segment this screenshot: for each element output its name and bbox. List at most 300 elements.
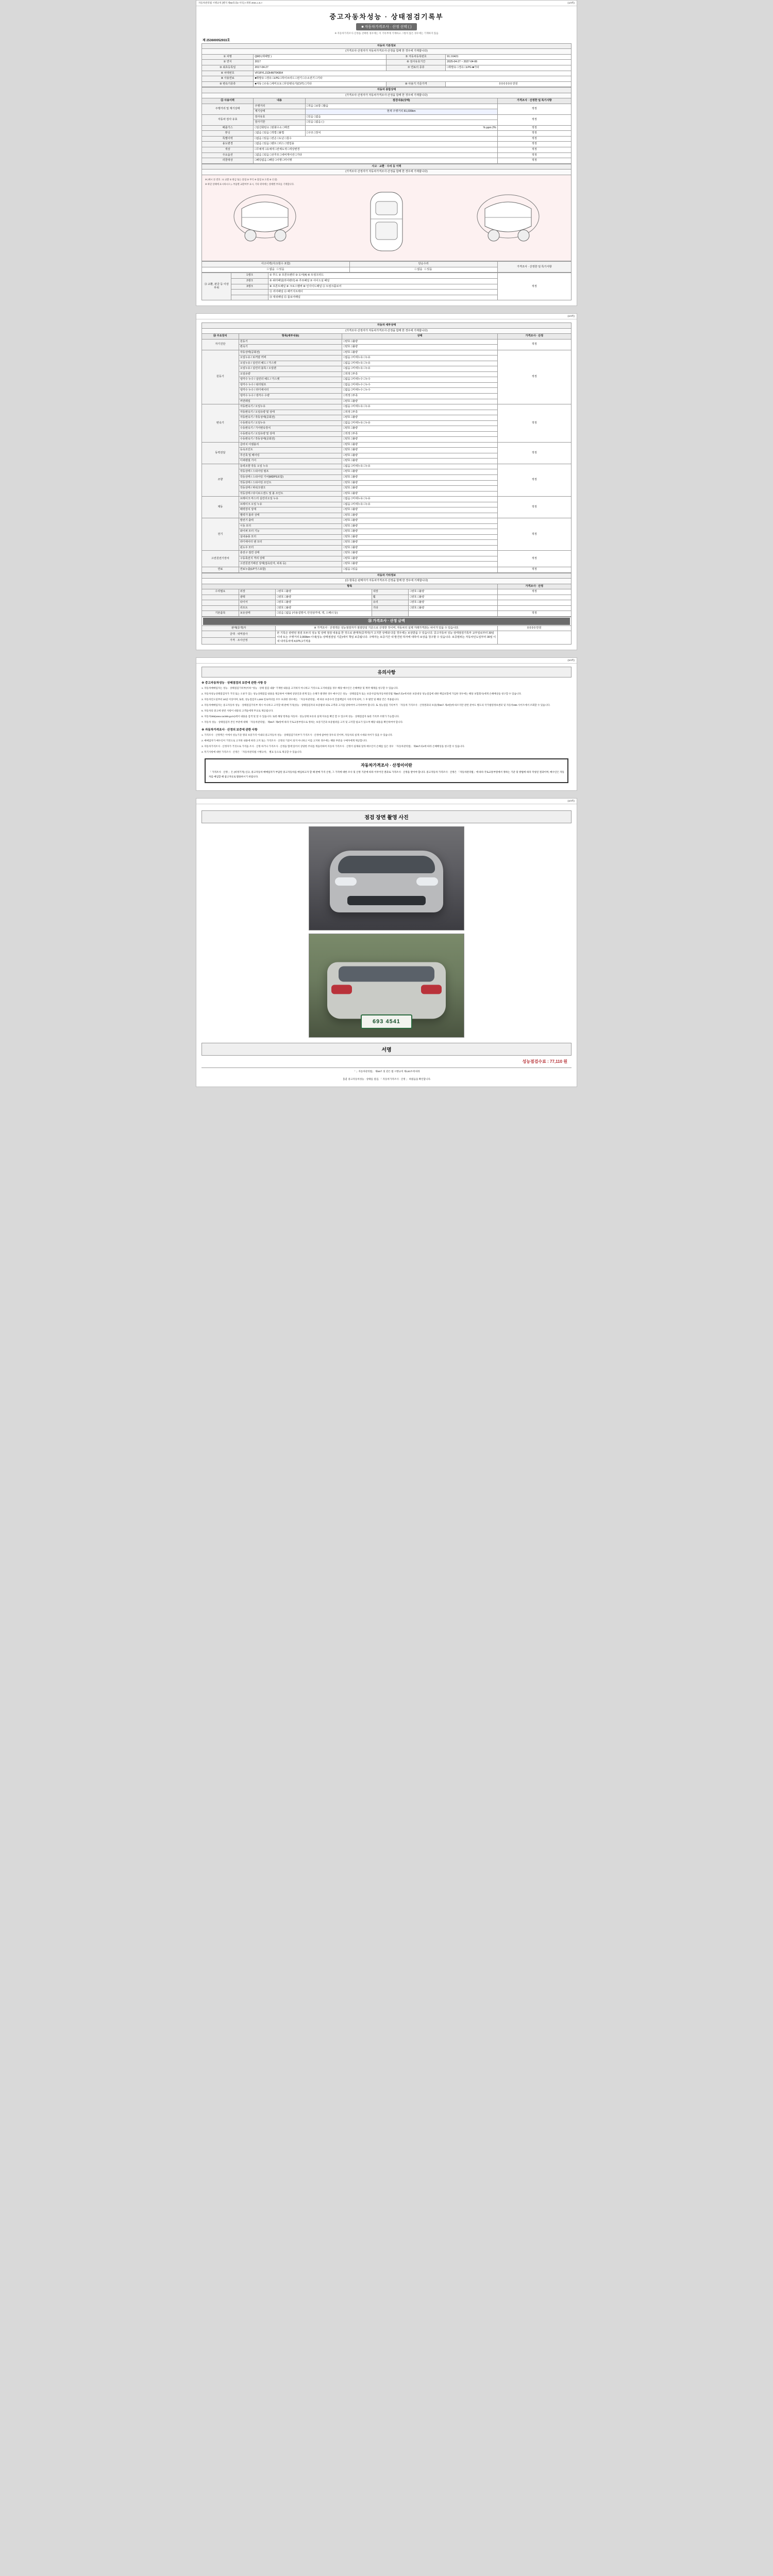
fee-line [201,1058,572,1065]
notice-item-0: 1. 자동차매매업자는 성능 · 상태점검기록부(이하 "성능 · 상태 점검 내용" 기재한 내용을 고지하지 아니하고 거짓으로 고지하였을 경우 해당 매수인은 손해배상 및 계약 해제를 청구할 수 있습니다. [201,687,399,690]
detail-options-5-0[interactable]: □없음 □미세누유 □누유 [342,497,497,502]
table-row [202,54,572,60]
parts-rank-4 [231,295,268,300]
parts-items-3: ⑫ 리어패널 ⑬ 패키지트레이 [268,290,498,295]
detail-group-8: 연료 [202,567,239,573]
overall-right-5: 적정 [497,131,571,137]
detail-options-2-3[interactable]: □없음 □미세누유 □누유 [342,420,497,426]
overall-item-1: 계기상태 [254,109,305,115]
value-plate: 91고6421 [446,54,572,60]
accident-sub-mid: 단순수리 [349,262,497,267]
label-vin: ④ 차대번호 [202,71,254,76]
detail-options-4-4[interactable]: □양호 □불량 [342,486,497,492]
notice-list-2 [201,733,572,754]
overall-cat-mileage: 주행거리 및 계기상태 [202,104,254,114]
detail-options-4-0[interactable]: □없음 □미세누유 □누유 [342,464,497,469]
detail-item-6-2: 와이퍼 모터 기능 [239,529,342,535]
table-row [202,104,572,109]
detail-options-5-2[interactable]: □양호 □불량 [342,507,497,513]
accident-parts-table [201,273,572,300]
detail-right-8: 적정 [497,567,571,573]
value-year: 2017 [254,60,386,65]
detail-group-6: 전기 [202,518,239,551]
document-page [0,0,773,1087]
value-fuel-used: ■휘발유 □경유 □LPG □하이브리드 □전기 □수소전기 □기타 [254,76,572,82]
others-opt2-3[interactable]: □양호 □불량 [409,605,497,611]
detail-right-3: 적정 [497,442,571,464]
table-row [202,600,572,606]
detail-options-3-2[interactable]: □양호 □불량 [342,453,497,459]
car-diagram-row [205,188,568,258]
detail-item-4-1: 작동상태 / 스티어링 펌프 [239,469,342,475]
value-first-registration: 2017-04-27 [254,65,386,71]
detail-group-7: 고전원전기장치 [202,551,239,567]
overall-right-9: 적정 [497,152,571,158]
detail-options-6-4[interactable]: □양호 □불량 [342,540,497,546]
detail-options-1-7[interactable]: □없음 □미세누수 □누수 [342,388,497,394]
label-fuel-used: ⑧ 사용연료 [202,76,254,82]
table-row [202,567,572,573]
others-right-2 [497,600,571,606]
overall-content-6[interactable]: □없음 □있음 □전손 □도난 □침수 [254,136,497,142]
table-row [202,442,572,448]
label-carname: ① 차명 [202,54,254,60]
overall-cat-tuning: 튜닝 [202,131,254,137]
detail-item-1-4: 오일유량 [239,371,342,377]
overall-item-3: 검사기한 [254,120,305,126]
signature-header: 서명 [201,1043,572,1056]
accident-section-title: 사고 · 교환 · 수리 등 이력 [202,164,572,170]
detail-options-6-0[interactable]: □양호 □불량 [342,518,497,524]
label-inspection-period: ⑥ 검사유효기간 [386,60,446,65]
overall-content-7[interactable]: □없음 □있음 □렌트 □리스 □영업용 [254,142,497,147]
price-left-label-1: 판매(중개)자 [202,625,276,631]
detail-item-6-3: 실내송풍 모터 [239,534,342,540]
sheet-2-topbar [196,314,577,319]
others-opt2-4[interactable] [409,611,497,617]
others-col-0: 항목 [202,584,498,589]
table-row [202,611,572,617]
notice-list-1 [201,686,572,724]
table-row [202,142,572,147]
accident-right-value: 적정 [497,273,571,300]
detail-item-6-5: 윈도우 모터 [239,545,342,551]
sheet-1-topbar [196,1,577,6]
detail-item-1-0: 작동상태(공회전) [239,350,342,355]
others-cat-2 [202,600,239,606]
others-item1-2: 타이어 [239,600,276,606]
detail-right-0: 적정 [497,339,571,350]
others-opt2-1[interactable]: □양호 □불량 [409,595,497,600]
parts-rank-0: 1랭크 [231,273,268,279]
table-row [202,464,572,469]
document-subtitle: ■ 자동차가격조사 · 산정 선택 ( ) [356,23,416,30]
sheet-2 [196,313,577,650]
table-row [202,262,572,267]
sheet-3 [196,657,577,791]
others-right-3 [497,605,571,611]
value-carname: QM3 (에쎄딸 ) [254,54,386,60]
detail-options-1-6[interactable]: □없음 □미세누수 □누수 [342,382,497,388]
others-opt1-4[interactable]: □있음 □없음 (사용설명서, 안전삼각대, 잭, 스패너 등) [276,611,372,617]
car-top-icon [348,188,425,255]
detail-item-7-0: 충전구 절연 상태 [239,551,342,556]
damage-diagram [201,175,572,262]
overall-content-5[interactable]: □없음 □있음 □적법 □불법 [254,131,305,137]
table-row [202,114,572,120]
detail-item-6-1: 시동 모터 [239,523,342,529]
detail-options-2-1[interactable]: □적정 □부족 [342,410,497,415]
notice-price-item-2: 3. 자동차가격조사 · 산정자가 거짓으로 가격을 조사 · 산정 하거나 가격조사 · 산정을 함에 있어서 상당한 주의를 게을리하여 자동차 가격조사 · 산정이 실제와 달라 매수인이 손해를 입은 경우 「자동차관리법」 제58조의4에 따라 손해배상을 청구할 수 있습니다. [201,745,465,748]
notice-section [196,664,577,790]
detail-group-4: 조향 [202,464,239,496]
detail-item-3-2: 추진축 및 베어링 [239,453,342,459]
table-header-row [202,334,572,340]
parts-items-0: ① 후드 ② 프론트펜더 ③ 도어(4) ④ 트렁크리드 [268,273,498,279]
others-cat-0: 수리필요 [202,589,239,595]
sheet-3-topbar-left [198,659,199,662]
sheet-4-page-number: (4/4쪽) [567,799,575,802]
notice-item-5: 6. 자동차365(www.car365.go.kr)에서 내용을 검색 및 알 수 있습니다. 또한 해당 항목을 자동차 · 성능상태 보유의 실제 자료를 확인 할 수 있으며 성능 · 상태점검자 또한 기록부 조회가 가능합니다. [201,715,400,718]
detail-options-4-2[interactable]: □양호 □불량 [342,474,497,480]
detail-item-1-6: 냉각수 누수 / 워터펌프 [239,382,342,388]
detail-options-2-6[interactable]: □양호 □불량 [342,437,497,443]
detail-col-2: 상태 [342,334,497,340]
detail-options-3-0[interactable]: □양호 □불량 [342,442,497,448]
detail-group-3: 동력전달 [202,442,239,464]
detail-options-6-5[interactable]: □양호 □불량 [342,545,497,551]
sheet-4-topbar-left [198,800,199,803]
overall-cat-options: 주요옵션 [202,152,254,158]
detail-item-1-5: 냉각수 누수 / 실린더 헤드 / 가스켓 [239,377,342,383]
detail-right-1: 적정 [497,350,571,404]
detail-item-3-0: 클러치 어셈블리 [239,442,342,448]
detail-item-4-4: 작동상태 / 파워크랭크 [239,486,342,492]
sheet-1 [196,0,577,306]
accident-sub-left-value[interactable]: □ 없음 □ 있음 [202,267,350,273]
overall-right-7: 적정 [497,142,571,147]
overall-content-5b[interactable]: □구조 □장치 [305,131,497,137]
photo-front [309,826,464,930]
notice-price-item-1: 2. 매매업자가 매수인이 거짓으로 고지한 내용에 따라 고지 또는 가격조사 · 산정의 기준이 되지 아니하고 이를 고지한 경우에는 해당 부분을 구매자에게 제공합니다. [201,739,367,742]
detail-options-5-1[interactable]: □없음 □미세누유 □누유 [342,502,497,507]
price-amount-blank [497,631,571,645]
price-left-label-3: 가격 · 조사산정 [202,638,276,645]
others-right-1 [497,595,571,600]
detail-item-4-0: 동력조향 작동 오일 누유 [239,464,342,469]
detail-options-7-1[interactable]: □양호 □불량 [342,556,497,562]
basic-info-table [201,43,572,87]
overall-cat-color: 색상 [202,147,254,152]
overall-cat-emission: 배출가스 [202,125,254,131]
table-row [202,136,572,142]
detail-group-2: 변속기 [202,404,239,443]
detail-options-3-3[interactable]: □양호 □불량 [342,459,497,464]
sheet-2-page-number: (2/4쪽) [567,315,575,318]
price-note: ※ 가격조사 · 산정액은 성능점검자가 점검당일 기준으로 산정한 것이며, 자동차의 실제 거래가격과는 차이가 있을 수 있습니다. [276,625,497,631]
others-right-4: 적정 [497,611,571,617]
detail-options-8-0[interactable]: □없음 □있음 [342,567,497,573]
headlight-right [416,877,438,886]
detail-item-1-7: 냉각수 누수 / 라디에이터 [239,388,342,394]
label-standard-price: ⑩ 사용기 기준가격 [386,81,446,87]
detail-options-3-1[interactable]: □양호 □불량 [342,448,497,453]
parts-rank-2: 3랭크 [231,284,268,290]
diagram-legend-1: ※ (예시 ⑫ 번호 : ① 교환 ② 판금 또는 용접 ③ 부식 ④ 흠집 ⑤ 요철 ⑥ 손상) [205,178,277,181]
detail-options-6-3[interactable]: □양호 □불량 [342,534,497,540]
detail-item-3-3: 디퍼렌셜 기어 [239,459,342,464]
label-first-registration: ③ 최초등록일 [202,65,254,71]
others-item2-0: 내장 [372,589,409,595]
others-opt1-2[interactable]: □양호 □불량 [276,600,372,606]
detail-options-1-3[interactable]: □없음 □미세누유 □누유 [342,366,497,372]
overall-right-8: 적정 [497,147,571,152]
detail-options-0-0[interactable]: □양호 □불량 [342,339,497,345]
value-standard-price: 0 0 0 0 0 0 만원 [446,81,572,87]
detail-options-7-0[interactable]: □양호 □불량 [342,551,497,556]
car-side-right-icon [469,188,547,245]
detail-col-1: 항목(세부내용) [239,334,342,340]
table-row [202,158,572,164]
table-row [202,60,572,65]
notice-item-1: 2. 자동차성능상태점검자가 거짓 또는 오류가 있는 성능상태점검 내용을 제공하여 이해에 상당인과 관계 있는 손해가 발생한 경우 매수인은 성능 · 상태점검자 또는 보증사업자(자동차관리법 제58조의4에 따른 보증대상 성능점검에 대한 책임보험에 가입한 경우에는 해당 보험회사)에게 손해배상을 청구할 수 있습니다. [201,692,522,696]
detail-right-2: 적정 [497,404,571,443]
table-header-row [202,584,572,589]
notice-item-3: 4. 자동차매매업자는 중고자동차 성능 · 상태점검기록부 제시 아니하고 고지할 때 판매 가격(성능 · 상태점검자의 보증범위 외로 고객과 고지를 당하여야 고지하여야 합니다. 또 성능점검 기록부가 「자동차 가격조사 · 산정결과의 보증(제58조 제4항)에 따르지만 관련 분야도 별도의 국가법령정보센터 및 자동차365 사이트에서 조회할 수 있습니다. [201,704,550,707]
others-opt1-0[interactable]: □양호 □불량 [276,589,372,595]
table-row [202,76,572,82]
parts-items-4: ⑭ 대쉬패널 ⑮ 플로어패널 [268,295,498,300]
table-row [202,631,572,638]
others-item1-1: 광택 [239,595,276,600]
detail-item-5-0: 브레이크 마스터 실린더오일 누유 [239,497,342,502]
accident-section-note: (가격조사·산정자가 자동차가격조사·산정을 함께 한 경우에 기재합니다) [202,170,572,175]
sheet-4 [196,798,577,1087]
detail-options-1-2[interactable]: □없음 □미세누유 □누유 [342,361,497,366]
detail-item-1-8: 냉각수 누수 / 냉각수 수량 [239,394,342,399]
detail-group-0: 자기진단 [202,339,239,350]
car-diagram-left [205,188,325,247]
table-header-row [202,98,572,104]
detail-right-6: 적정 [497,518,571,551]
table-row [202,551,572,556]
detail-options-1-5[interactable]: □없음 □미세누수 □누수 [342,377,497,383]
footer-note-2: 【1】중고자동차성능 · 상태를 점검, 「 자동차가격조사 · 산정 」 하였음을 확인합니다. [342,1077,431,1080]
detail-options-2-4[interactable]: □양호 □불량 [342,426,497,432]
label-fuel-type: ⑦ 연료의 종류 [386,65,446,71]
detail-item-7-2: 고전원전기배선 상태(접속단자, 피복 등) [239,562,342,567]
value-fuel-type: □휘발유 □경유 □LPG ■기타 [446,65,572,71]
overall-section-title: 자동차 종합상태 [202,88,572,93]
others-right-0: 적정 [497,589,571,595]
overall-content-0[interactable]: □적음 □보통 □많음 [305,104,497,109]
detail-item-8-0: 연료누출(LP가스포함) [239,567,342,573]
parts-header: ⑬ 교환, 판금 등 이상 부위 [202,273,231,300]
fee-value: 77,110 원 [550,1059,567,1064]
others-opt2-0[interactable]: □양호 □불량 [409,589,497,595]
docno-label: 제 [203,39,207,42]
overall-content-1-mileage: 현재 주행거리 81,039km [305,109,497,115]
overall-content-3[interactable]: □있음 □없음 ( ) [305,120,497,126]
form-reference: 자동차관리법 시행규칙 [별지 제82호의2 서식] <개정 2021.1.5.> [198,2,263,4]
table-row [202,518,572,524]
sheet-2-topbar-left [198,315,199,318]
document-title: 중고자동차성능 · 상태점검기록부 [329,13,444,21]
others-item1-3: 리프트 [239,605,276,611]
detail-item-0-1: 변속기 [239,345,342,350]
declaration-body: 「 가격조사 · 산정 」은 (비정기적) 신규, 중고자동차 매매업자가 부담된 중고자동차를 매입하고자 할 때 판매 가격 산정, 그 가격에 대한 조사 및 산정 기준에 따라 이루어진 결과로 가격조사 · 산정을 받아야 합니다. 중고자동차 가격조사 · 산정은 「자동차관리법」에 따라 국토교통부령에서 정하는 기준 및 방법에 따라 작성된 결과이며, 매수인은 자동차를 매입할 때 참고자료로 활용하시기 바랍니다. [209,771,564,778]
others-opt2-2[interactable]: □양호 □불량 [409,600,497,606]
value-inspection-period: 2025-04-27 ~ 2027-04-06 [446,60,572,65]
detail-item-5-1: 브레이크 오일 누유 [239,502,342,507]
detail-options-4-5[interactable]: □양호 □불량 [342,491,497,497]
price-table [201,617,572,645]
table-row [202,125,572,131]
table-row [202,71,572,76]
others-item2-3: 기타 [372,605,409,611]
others-item1-0: 외장 [239,589,276,595]
overall-content-4[interactable]: □일산화탄소 □탄화수소 □매연 [254,125,305,131]
declaration-title: 자동차가격조사 · 산정이이란 [361,763,412,768]
others-col-3: 가격조사 · 산정 [497,584,571,589]
detail-options-6-2[interactable]: □양호 □불량 [342,529,497,535]
accident-right-label: 가격조사 · 산정한 일 특기사항 [497,262,571,273]
table-row [202,404,572,410]
detail-item-4-2: 작동상태 / 스티어링 기어(MDPS포함) [239,474,342,480]
overall-right-2: 적정 [497,114,571,125]
detail-options-5-3[interactable]: □양호 □불량 [342,513,497,518]
price-body-text: 본 기록은 관련된 점검 모두의 성능 및 상태 점검 내용을 한 것으로 판매자(중개자)가 고지한 상태와 다를 경우에는 보상받을 수 있습니다. 중고자동차 성능·상태점검기록부 교부일로부터 30일 이내 또는 주행거리 2,000km 이내(성능·상태점검일 기준)에서 책임 보증됩니다. 구매자는 보증기간 내 발견된 하자에 대하여 보상을 청구할 수 있습니다. 보증범위는 자동차인도일부터 30일 이내 내자동차에 4,075,1기적용 [276,631,497,645]
detail-item-2-5: 수동변속기 / 오일유량 및 상태 [239,431,342,437]
detail-item-6-0: 발전기 출력 [239,518,342,524]
others-item2-1: 휠 [372,595,409,600]
price-amount: 0 0 0 0 만원 [497,625,571,631]
notice-item-2: 3. 자동차인도일부터 30일 이상이며, 또한, 성능점검자 1,000 킬로미터를 모두 초과한 경우에는 「자동차관리법」에 따른 보증수리 간접책임이 사라지게 되며, 그 후 발견 및 해당 건은 적용됩니다. [201,698,399,701]
detail-options-1-1[interactable]: □없음 □미세누유 □누유 [342,355,497,361]
photo-rear [309,934,464,1038]
car-side-left-icon [226,188,304,245]
table-row [202,147,572,152]
label-plate: ⑤ 자동차등록번호 [386,54,446,60]
detail-options-2-2[interactable]: □양호 □불량 [342,415,497,421]
others-item2-2: 유리 [372,600,409,606]
detail-options-4-1[interactable]: □양호 □불량 [342,469,497,475]
accident-header-table [201,164,572,175]
overall-content-4b: % ppm 2% [305,125,497,131]
overall-col-3: 가격조사 · 산정한 일 특기사항 [497,98,571,104]
detail-item-2-3: 수동변속기 / 오일누유 [239,420,342,426]
detail-col-0: ⑭ 주요장치 [202,334,239,340]
table-row [202,81,572,87]
notice-heading-2: ※ 자동차가격조사 · 산정의 보증에 관한 사항 [201,728,258,732]
headlight-left [335,877,357,886]
detail-item-2-6: 수동변속기 / 작동상태(공회전) [239,437,342,443]
taillight-right [421,985,442,994]
detail-group-5: 제동 [202,497,239,518]
table-row [202,273,572,279]
value-vin: VF1RYLJ1DHW704364 [254,71,572,76]
detail-options-1-8[interactable]: □적정 □부족 [342,394,497,399]
detail-item-2-4: 수동변속기 / 기어변속장치 [239,426,342,432]
car-diagram-center [327,188,446,258]
basic-section-title: 자동차 기본정보 [202,43,572,49]
detail-right-7: 적정 [497,551,571,567]
detail-options-2-5[interactable]: □적정 □부족 [342,431,497,437]
detail-item-0-0: 원동기 [239,339,342,345]
accident-sub-mid-value[interactable]: □ 없음 □ 있음 [349,267,497,273]
others-table [201,573,572,617]
detail-table-body [202,339,572,572]
detail-item-4-5: 작동상태 / 타이로드엔드 및 볼 조인트 [239,491,342,497]
sheet-3-page-number: (3/4쪽) [567,659,575,662]
notice-item-4: 5. 자동차의 중고에 관련 사항이 대중의 고객들에게 무료로 제공됩니다. [201,709,274,713]
others-cat-1 [202,595,239,600]
sheet-4-topbar [196,799,577,804]
overall-col-2: 점검내용(상태) [305,98,497,104]
detail-options-6-1[interactable]: □양호 □불량 [342,523,497,529]
notice-title: 유의사항 [201,667,572,677]
others-opt1-3[interactable]: □양호 □불량 [276,605,372,611]
detail-item-5-2: 배력장치 상태 [239,507,342,513]
basic-section-note: (가격조사·산정자가 자동차가격조사·산정을 함께 한 경우에 기재합니다) [202,49,572,55]
detail-options-1-0[interactable]: □양호 □불량 [342,350,497,355]
overall-cat-recall: 리콜대상 [202,158,254,164]
detail-item-3-1: 등속조인트 [239,448,342,453]
overall-content-2[interactable]: □있음 □없음 [305,114,497,120]
diagram-legend-2: ※ 하단 상태에 표시하시오 ▷ 부품별 교환여부 표시, 기타 위치에는 상태별 부호를 기재합니다. [205,182,295,185]
detail-options-1-9[interactable]: □양호 □불량 [342,399,497,404]
overall-cat-inspection: 자동차 검사 유효 [202,114,254,125]
overall-item-0: 주행거리 [254,104,305,109]
table-row [202,350,572,355]
others-table-body [202,589,572,617]
overall-content-10[interactable]: □해당없음 □해당 □이행 □미이행 [254,158,497,164]
accident-sub-left: 사고이력(사고/침수 포함) [202,262,350,267]
parts-items-1: ⑤ 쿼터패널(리어펜더) ⑥ 루프패널 ⑦ 사이드실 패널 [268,278,498,284]
detail-section-note: (가격조사·산정자가 자동차가격조사·산정을 함께 한 경우에 기재합니다) [202,328,572,334]
overall-section-note: (가격조사·산정자가 자동차가격조사·산정을 함께 한 경우에 기재합니다) [202,93,572,98]
detail-options-2-0[interactable]: □없음 □미세누유 □누유 [342,404,497,410]
detail-item-7-1: 구동축전지 격리 상태 [239,556,342,562]
notice-price-item-3: 4. 특기사항에 대한 가격조사 · 산정은 「자동차관리법 시행규칙」 별표 등으로 제공할 수 있습니다. [201,751,303,754]
detail-options-0-1[interactable]: □양호 □불량 [342,345,497,350]
overall-content-9[interactable]: □없음 □있음 □선루프 □내비게이션 □기타 [254,152,497,158]
license-plate: 693 4541 [361,1014,412,1029]
detail-status-table [201,323,572,572]
overall-right-0: 적정 [497,104,571,114]
table-row [202,589,572,595]
overall-status-table [201,87,572,163]
fee-label: 성능점검수료 : [522,1059,549,1064]
others-cat-4: 기본품목 [202,611,239,617]
label-year: ② 연식 [202,60,254,65]
detail-options-1-4[interactable]: □적정 □부족 [342,371,497,377]
detail-item-4-3: 작동상태 / 스티어링 조인트 [239,480,342,486]
parts-rank-3 [231,290,268,295]
page-number: (1/4쪽) [567,2,575,4]
detail-options-7-2[interactable]: □양호 □불량 [342,562,497,567]
detail-item-2-2: 자동변속기 / 작동상태(공회전) [239,415,342,421]
detail-options-4-3[interactable]: □양호 □불량 [342,480,497,486]
parts-items-2: ⑧ 프론트패널 ⑨ 크로스멤버 ⑩ 인사이드패널 ⑪ 트렁크플로어 [268,284,498,290]
table-row [202,497,572,502]
notice-heading-1: ※ 중고자동차성능 · 상태점검의 보증에 관한 사항 등 [201,682,267,685]
others-opt1-1[interactable]: □양호 □불량 [276,595,372,600]
table-row [202,131,572,137]
overall-content-8[interactable]: □무채색 □유채색 □전체도색 □색상변경 [254,147,497,152]
detail-item-2-1: 자동변속기 / 오일유량 및 상태 [239,410,342,415]
table-row [202,65,572,71]
